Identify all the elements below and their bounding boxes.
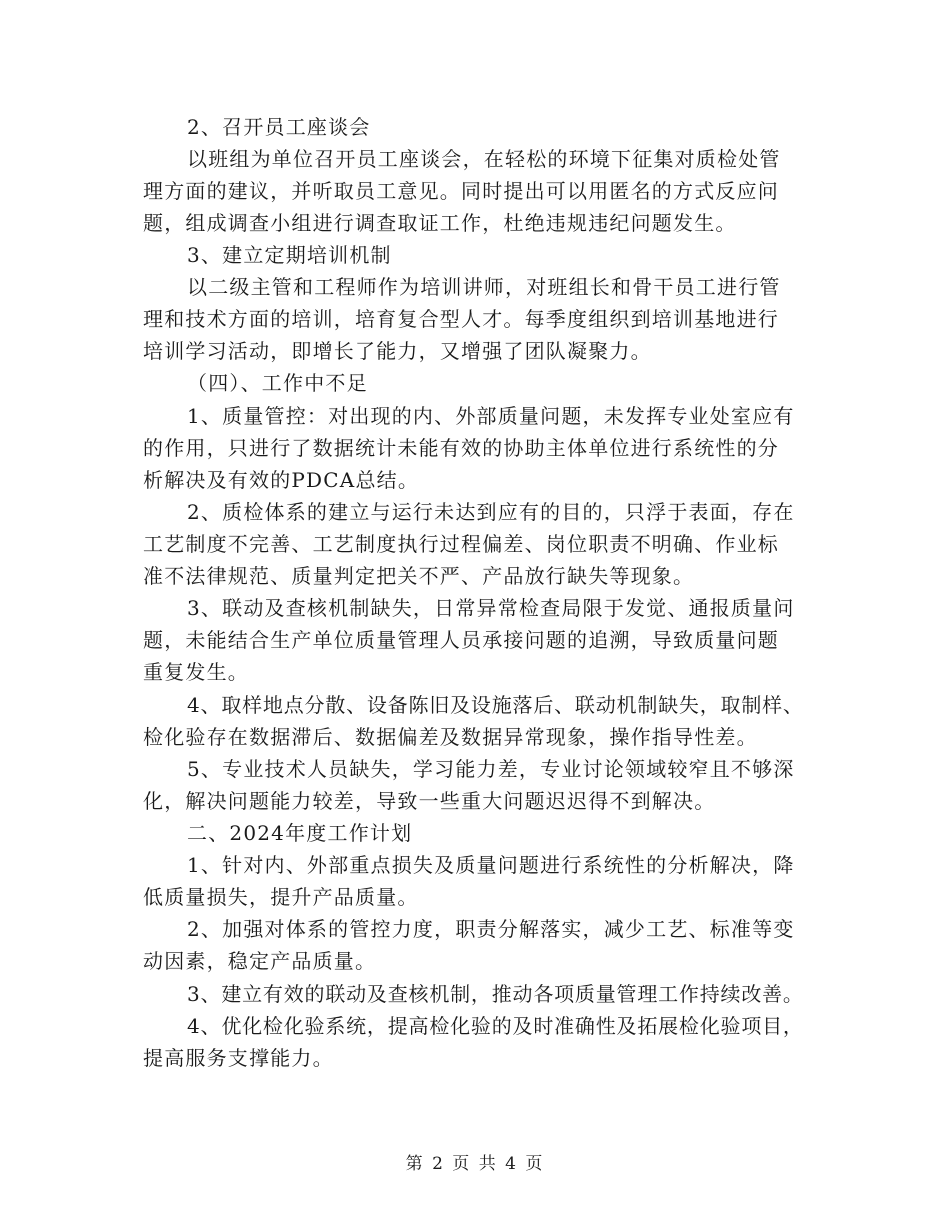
paragraph-line: 以班组为单位召开员工座谈会，在轻松的环境下征集对质检处管: [187, 147, 781, 171]
paragraph-line: 2、加强对体系的管控力度，职责分解落实，减少工艺、标准等变: [187, 917, 795, 941]
page-footer: 第 2 页 共 4 页: [405, 1154, 545, 1174]
paragraph-line: 低质量损失，提升产品质量。: [143, 885, 419, 909]
paragraph-line: 提高服务支撑能力。: [143, 1046, 334, 1070]
paragraph-line: 理和技术方面的培训，培育复合型人才。每季度组织到培训基地进行: [143, 307, 779, 331]
paragraph-line: 检化验存在数据滞后、数据偏差及数据异常现象，操作指导性差。: [143, 725, 758, 749]
section-heading: 3、建立定期培训机制: [187, 243, 392, 267]
paragraph-line: 化，解决问题能力较差，导致一些重大问题迟迟得不到解决。: [143, 789, 716, 813]
paragraph-line: 3、联动及查核机制缺失，日常异常检查局限于发觉、通报质量问: [187, 596, 795, 620]
paragraph-line: 培训学习活动，即增长了能力，又增强了团队凝聚力。: [143, 339, 652, 363]
paragraph-line: 析解决及有效的PDCA总结。: [143, 468, 420, 492]
paragraph-line: 题，未能结合生产单位质量管理人员承接问题的追溯，导致质量问题: [143, 628, 779, 652]
paragraph-line: 工艺制度不完善、工艺制度执行过程偏差、岗位职责不明确、作业标: [143, 532, 779, 556]
section-heading: 二、2024年度工作计划: [187, 821, 413, 845]
paragraph-line: 重复发生。: [143, 660, 249, 684]
section-heading: （四）、工作中不足: [187, 371, 368, 395]
paragraph-line: 5、专业技术人员缺失，学习能力差，专业讨论领域较窄且不够深: [187, 757, 795, 781]
paragraph-line: 1、针对内、外部重点损失及质量问题进行系统性的分析解决，降: [187, 853, 795, 877]
paragraph-line: 2、质检体系的建立与运行未达到应有的目的，只浮于表面，存在: [187, 500, 795, 524]
section-heading: 2、召开员工座谈会: [187, 115, 371, 139]
paragraph-line: 题，组成调查小组进行调查取证工作，杜绝违规违纪问题发生。: [143, 211, 737, 235]
paragraph-line: 的作用，只进行了数据统计未能有效的协助主体单位进行系统性的分: [143, 436, 779, 460]
paragraph-line: 1、质量管控：对出现的内、外部质量问题，未发挥专业处室应有: [187, 404, 795, 428]
paragraph-line: 4、优化检化验系统，提高检化验的及时准确性及拓展检化验项目，: [187, 1014, 804, 1038]
paragraph-line: 理方面的建议，并听取员工意见。同时提出可以用匿名的方式反应问: [143, 179, 779, 203]
paragraph-line: 4、取样地点分散、设备陈旧及设施落后、联动机制缺失，取制样、: [187, 693, 804, 717]
paragraph-line: 以二级主管和工程师作为培训讲师，对班组长和骨干员工进行管: [187, 275, 781, 299]
paragraph-line: 3、建立有效的联动及查核机制，推动各项质量管理工作持续改善。: [187, 982, 804, 1006]
paragraph-line: 准不法律规范、质量判定把关不严、产品放行缺失等现象。: [143, 564, 695, 588]
paragraph-line: 动因素，稳定产品质量。: [143, 949, 377, 973]
